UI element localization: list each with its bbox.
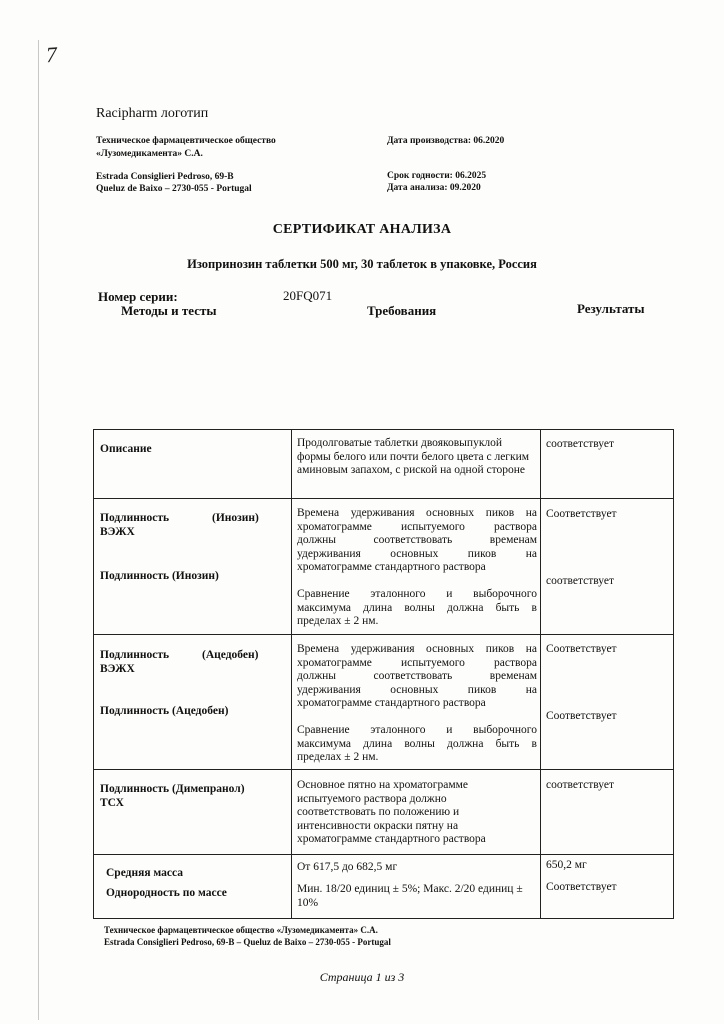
req-line: Времена удерживания основных пиков на bbox=[297, 507, 537, 519]
table-row bbox=[94, 855, 674, 919]
footer-line2: Estrada Consiglieri Pedroso, 69-B – Queluz de Baixo – 2730-055 - Portugal bbox=[104, 937, 391, 947]
req-line: хроматограмме стандартного раствора bbox=[297, 833, 486, 845]
table-row bbox=[94, 499, 674, 635]
result-average-mass: 650,2 мг bbox=[546, 859, 587, 871]
column-header-requirements: Требования bbox=[367, 303, 437, 318]
req-line: Времена удерживания основных пиков на bbox=[297, 643, 537, 655]
footer-line1: Техническое фармацевтическое общество «Лузомедикамента» С.А. bbox=[104, 925, 378, 935]
company-address-line2: Queluz de Baixo – 2730-055 - Portugal bbox=[96, 184, 252, 194]
req-line: соответствовать по положению и bbox=[297, 806, 460, 818]
batch-label: Номер серии: bbox=[98, 289, 178, 304]
req-line: Сравнение эталонного и выборочного bbox=[297, 588, 537, 600]
test-identity-dimepranol-method: ТСХ bbox=[100, 797, 124, 809]
req-line: должны соответствовать временам bbox=[297, 670, 537, 682]
test-identity-dimepranol: Подлинность (Димепранол) bbox=[100, 783, 245, 795]
req-line: хроматограмме испытуемого раствора bbox=[297, 656, 537, 669]
test-identity-acedoben-method: ВЭЖХ bbox=[100, 663, 135, 675]
req-line: должны соответствовать временам bbox=[297, 534, 537, 546]
analysis-table bbox=[93, 429, 674, 919]
batch-value: 20FQ071 bbox=[283, 288, 333, 303]
expiry-date: Срок годности: 06.2025 bbox=[387, 171, 487, 181]
req-mass-uniformity: Мин. 18/20 единиц ± 5%; Макс. 2/20 единиц ± 10% bbox=[297, 883, 523, 909]
req-line: хроматограмме стандартного раствора bbox=[297, 697, 486, 709]
req-line: пределах ± 2 нм. bbox=[297, 615, 379, 627]
page-number: Страница 1 из 3 bbox=[319, 970, 405, 984]
column-header-methods: Методы и тесты bbox=[121, 303, 217, 318]
req-line: максимума длина волны должна быть в bbox=[297, 737, 537, 750]
req-line: испытуемого раствора должно bbox=[297, 792, 447, 805]
result-description: соответствует bbox=[546, 438, 615, 450]
result-mass-uniformity: Соответствует bbox=[546, 881, 617, 893]
test-identity-inosine-b: (Инозин) bbox=[212, 512, 259, 524]
result-inosine-hplc: Соответствует bbox=[546, 508, 617, 520]
req-line: Сравнение эталонного и выборочного bbox=[297, 724, 537, 736]
req-line: интенсивности окраски пятну на bbox=[297, 819, 459, 832]
analysis-date: Дата анализа: 09.2020 bbox=[387, 183, 481, 193]
table-row bbox=[94, 770, 674, 855]
req-line: удерживания основных пиков на bbox=[297, 547, 537, 560]
test-identity-acedoben-a: Подлинность bbox=[100, 649, 170, 661]
company-name-line2: «Лузомедикамента» С.А. bbox=[96, 149, 203, 159]
requirement-description: Продолговатые таблетки двояковыпуклой формы белого или почти белого цвета с легким аминовым запахом, с риской на одной стороне bbox=[297, 437, 530, 476]
scan-edge-line bbox=[38, 40, 39, 1020]
req-line: максимума длина волны должна быть в bbox=[297, 601, 537, 614]
result-acedoben-uv: Соответствует bbox=[546, 710, 617, 722]
handwritten-page-mark: 7 bbox=[45, 41, 58, 68]
test-identity-acedoben-uv: Подлинность (Ацедобен) bbox=[100, 705, 229, 717]
req-line: хроматограмме испытуемого раствора bbox=[297, 520, 537, 533]
test-identity-inosine-method: ВЭЖХ bbox=[100, 526, 135, 538]
document-subtitle: Изопринозин таблетки 500 мг, 30 таблеток в упаковке, Россия bbox=[187, 257, 537, 271]
req-line: удерживания основных пиков на bbox=[297, 683, 537, 696]
company-logo-text: Racipharm логотип bbox=[96, 106, 209, 121]
req-line: Основное пятно на хроматограмме bbox=[297, 779, 469, 791]
table-row bbox=[94, 635, 674, 770]
req-line: пределах ± 2 нм. bbox=[297, 751, 379, 763]
company-address-line1: Estrada Consiglieri Pedroso, 69-B bbox=[96, 172, 234, 182]
document-title: СЕРТИФИКАТ АНАЛИЗА bbox=[272, 222, 452, 237]
req-average-mass: От 617,5 до 682,5 мг bbox=[297, 861, 398, 873]
test-identity-inosine-a: Подлинность bbox=[100, 512, 170, 524]
column-header-results: Результаты bbox=[577, 301, 645, 316]
result-acedoben-hplc: Соответствует bbox=[546, 643, 617, 655]
result-dimepranol: соответствует bbox=[546, 779, 615, 791]
table-row bbox=[94, 430, 674, 499]
test-description: Описание bbox=[100, 443, 152, 455]
result-inosine-uv: соответствует bbox=[546, 575, 615, 587]
req-line: хроматограмме стандартного раствора bbox=[297, 561, 486, 573]
test-identity-acedoben-b: (Ацедобен) bbox=[202, 649, 259, 661]
test-average-mass: Средняя масса bbox=[106, 867, 184, 879]
footer-address bbox=[104, 924, 391, 948]
test-identity-inosine-uv: Подлинность (Инозин) bbox=[100, 570, 219, 582]
test-mass-uniformity: Однородность по массе bbox=[106, 887, 227, 899]
production-date: Дата производства: 06.2020 bbox=[387, 136, 505, 146]
company-name-line1: Техническое фармацевтическое общество bbox=[96, 136, 276, 146]
